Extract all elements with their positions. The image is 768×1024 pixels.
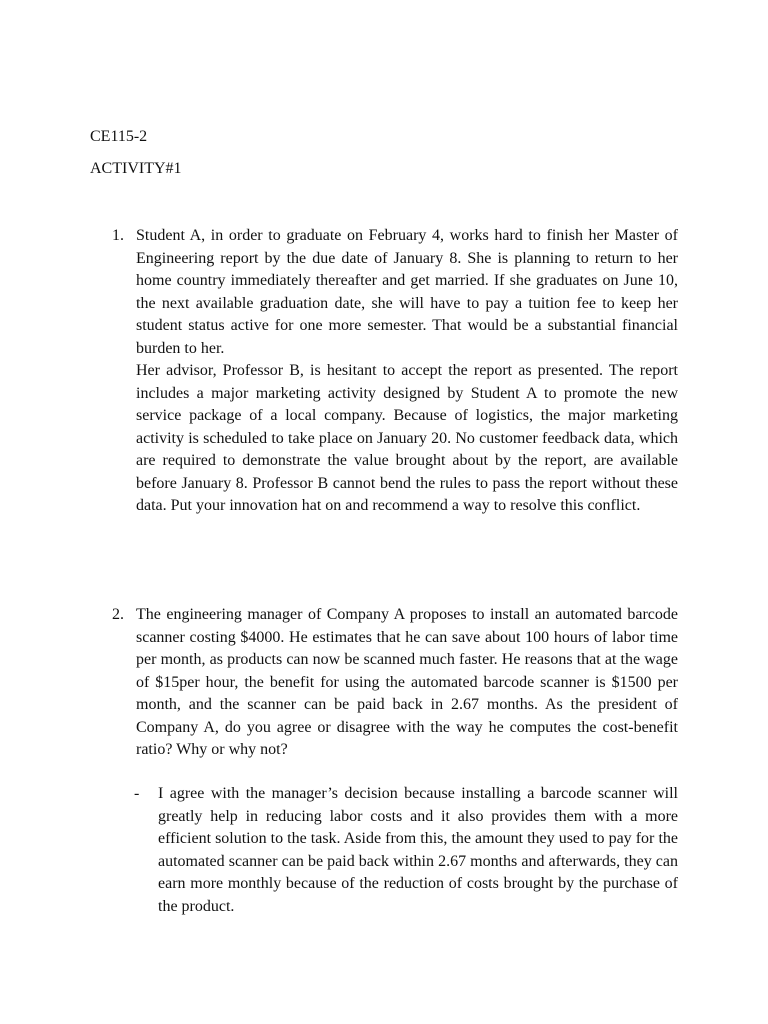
- question-number: 2.: [112, 606, 124, 623]
- course-code: CE115-2: [90, 128, 148, 145]
- question-1: [112, 225, 678, 518]
- answer-bullet: -: [134, 785, 140, 802]
- question-paragraph: Student A, in order to graduate on February 4, works hard to finish her Master of Engineering report by the due date of January 8. She is planning to return to her home country immediately thereafter and get married. If she graduates on June 10, the next available graduation date, she will have to pay a tuition fee to keep her student status active for one more semester. That would be a substantial financial burden to her.: [136, 227, 678, 357]
- question-paragraph: Her advisor, Professor B, is hesitant to accept the report as presented. The report includes a major marketing activity designed by Student A to promote the new service package of a local company. Because of logistics, the major marketing activity is scheduled to take place on January 20. No customer feedback data, which are required to demonstrate the value brought about by the report, are available before January 8. Professor B cannot bend the rules to pass the report without these data. Put your innovation hat on and recommend a way to resolve this conflict.: [136, 362, 678, 514]
- answer-block: [134, 783, 678, 918]
- question-body: [136, 604, 678, 762]
- answer-text: I agree with the manager’s decision because installing a barcode scanner will greatly help in reducing labor costs and it also provides them with a more efficient solution to the task. Aside from this, the amount they used to pay for the automated scanner can be paid back within 2.67 months and afterwards, they can earn more monthly because of the reduction of costs brought by the purchase of the product.: [158, 785, 678, 915]
- question-2: [112, 604, 678, 762]
- question-number: 1.: [112, 227, 124, 244]
- question-paragraph: The engineering manager of Company A proposes to install an automated barcode scanner costing $4000. He estimates that he can save about 100 hours of labor time per month, as products can now be scanned much faster. He reasons that at the wage of $15per hour, the benefit for using the automated barcode scanner is $1500 per month, and the scanner can be paid back in 2.67 months. As the president of Company A, do you agree or disagree with the way he computes the cost-benefit ratio? Why or why not?: [136, 606, 678, 758]
- question-body: [136, 225, 678, 518]
- activity-title: ACTIVITY#1: [90, 160, 182, 177]
